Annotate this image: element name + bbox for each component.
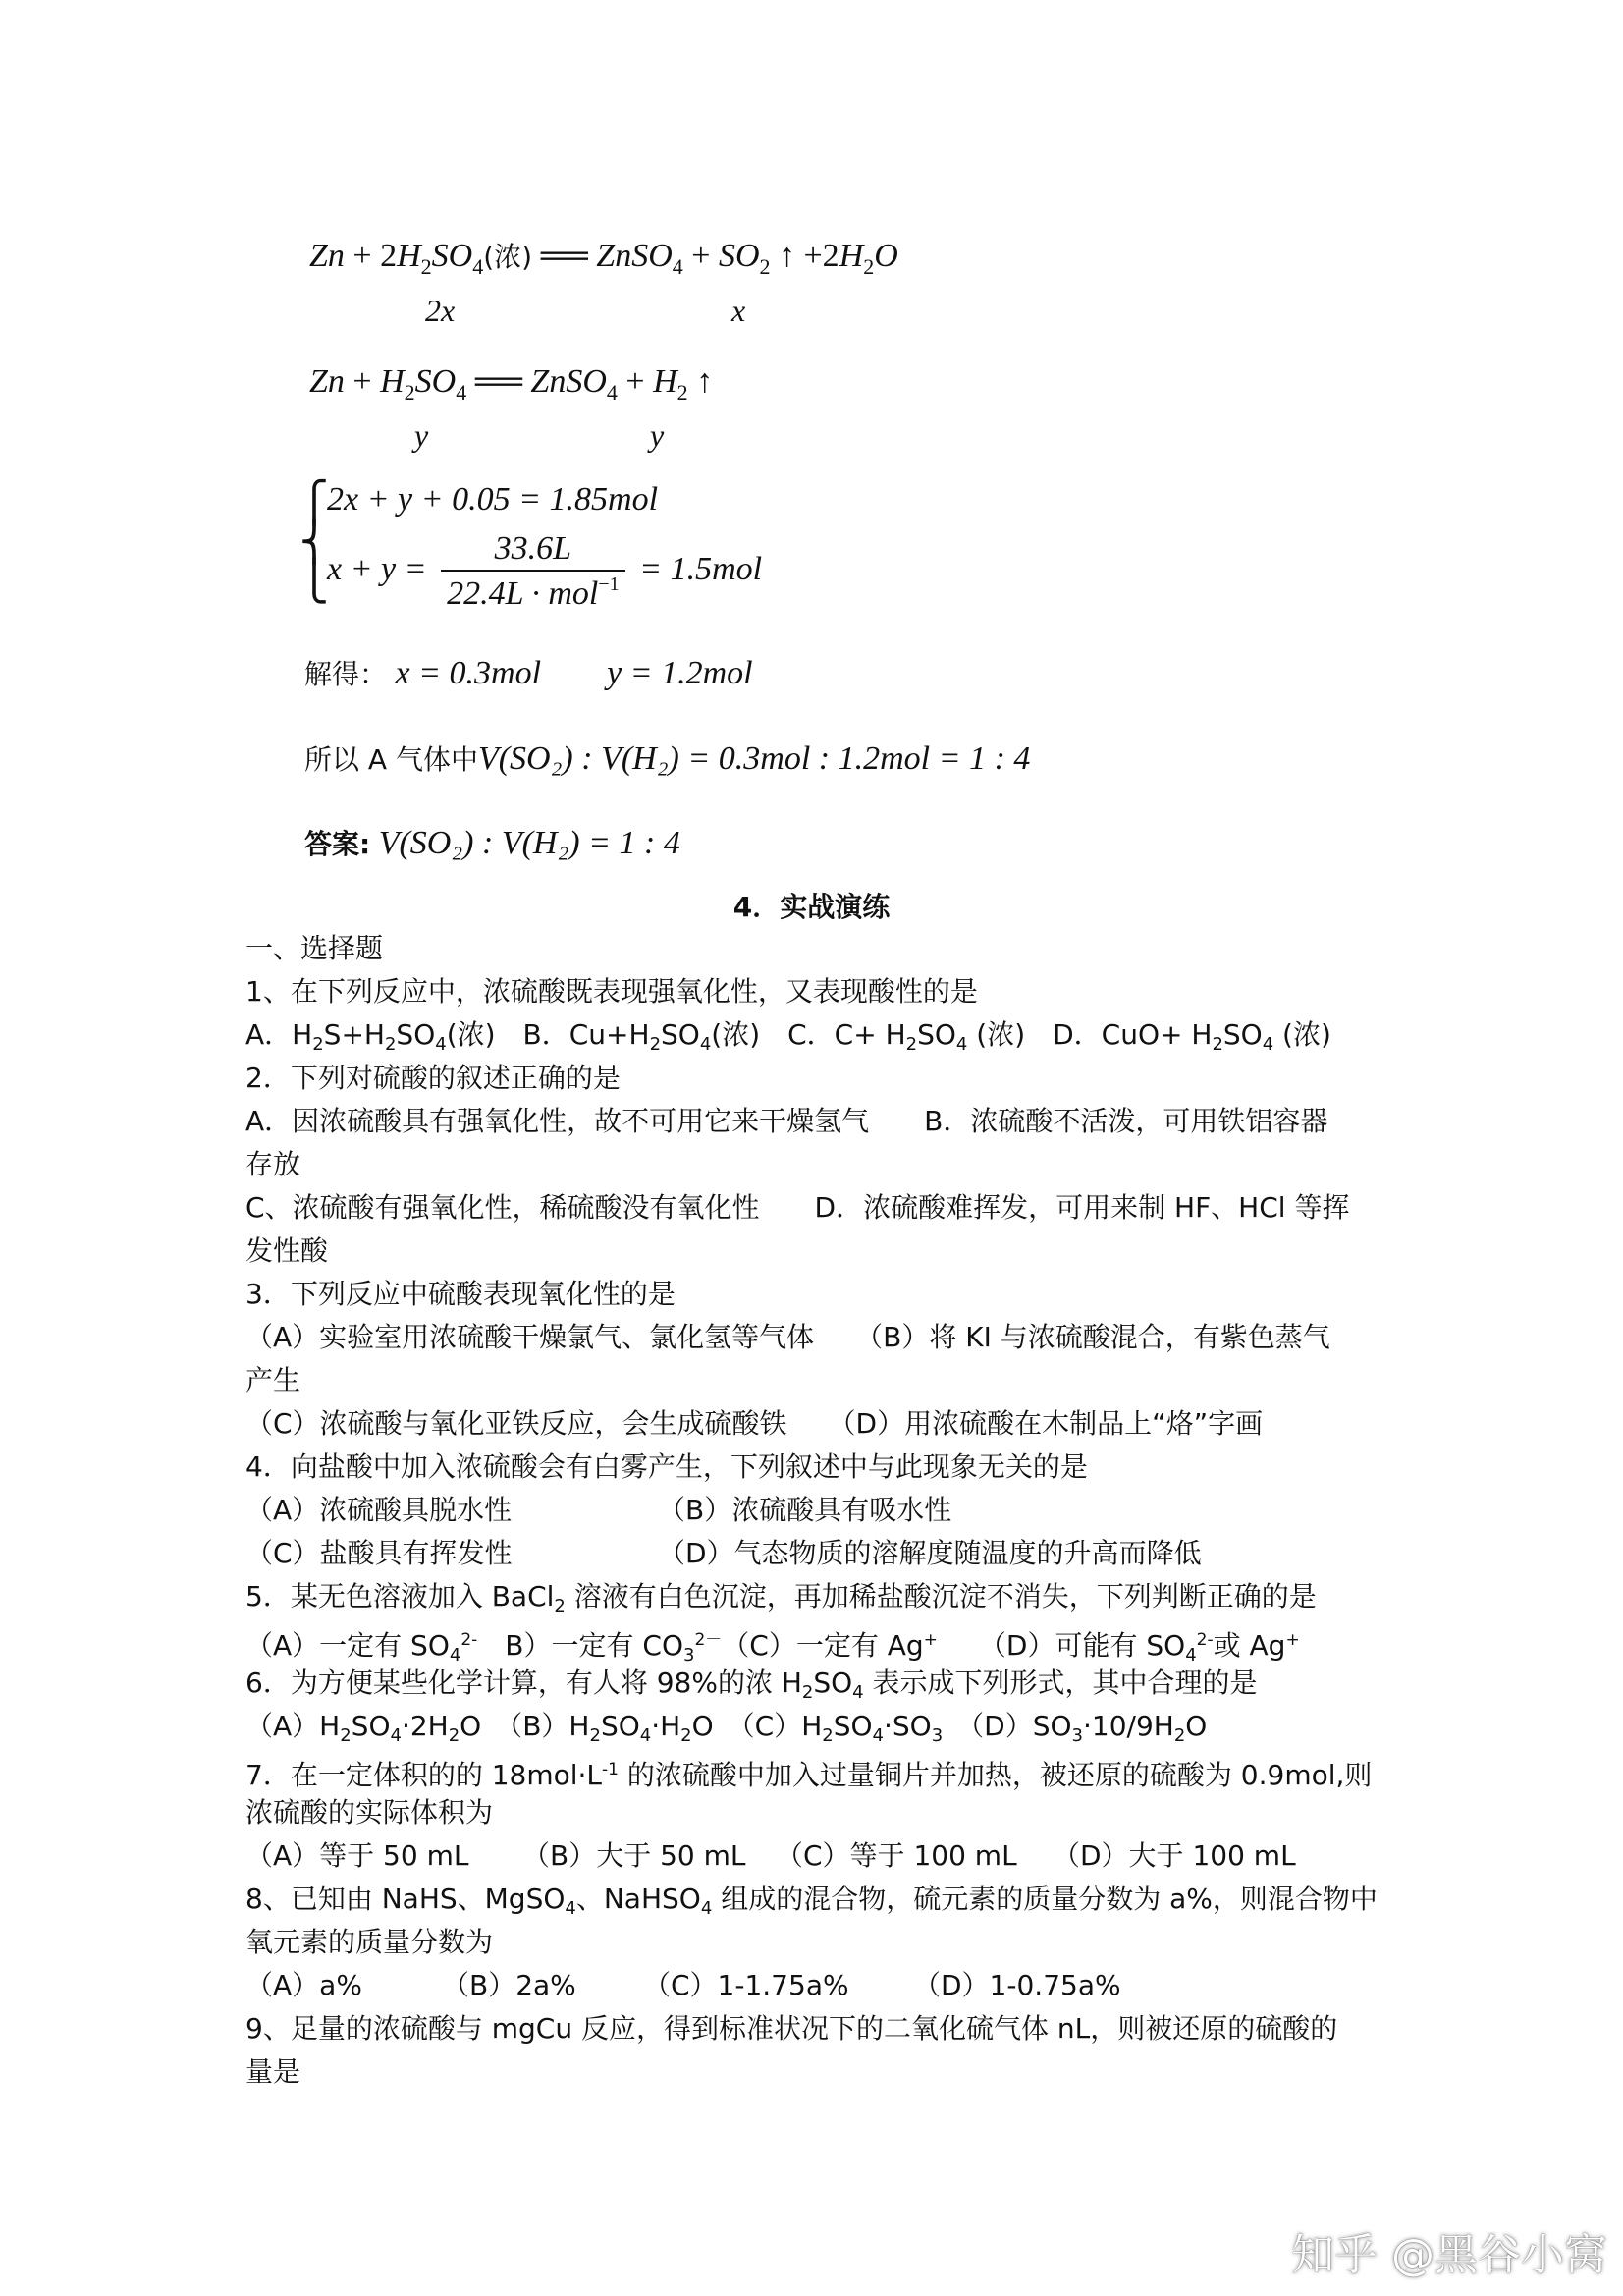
- equation-zn-dilute: $Zn + H_2SO_4$ ══ ZnSO$_4$ + $H_2$ ↑: [309, 363, 714, 405]
- q1-stem: 1、在下列反应中，浓硫酸既表现强氧化性，又表现酸性的是: [245, 975, 978, 1008]
- q7-options: [245, 1834, 1394, 1878]
- q8-options: [245, 1964, 1394, 2007]
- q3-option-ab: （A）实验室用浓硫酸干燥氯气、氯化氢等气体 （B）将 KI 与浓硫酸混合，有紫色蒸气: [245, 1321, 1330, 1353]
- equation-zn-concentrated: $Zn + 2H_2SO_4$(浓) ══ ZnSO$_4$ + $SO_2$ ↑ $+2H_2O$: [309, 238, 898, 279]
- q4-option-b: （B）浓硫酸具有吸水性: [658, 1494, 952, 1526]
- section-title: 4．实战演练: [732, 891, 891, 923]
- fraction: $\frac{33.6L}{22.4L \cdot mol^{-1}}$: [441, 530, 625, 613]
- q4-options-1: [245, 1489, 1394, 1532]
- q2-option-cd: C、浓硫酸有强氧化性，稀硫酸没有氧化性 D．浓硫酸难挥发，可用来制 HF、HCl 等挥: [245, 1191, 1350, 1224]
- watermark: 知乎 @黑谷小窝: [1291, 2230, 1607, 2280]
- q7-option-d: （D）大于 100 mL: [1053, 1839, 1296, 1872]
- ratio-line: 所以 A 气体中V(SO₂) : V(H₂) = 0.3mol : 1.2mol = 1 : 4: [304, 740, 1031, 777]
- q8-option-b: （B）2a%: [442, 1969, 576, 2001]
- coefficient-x: x: [731, 293, 746, 328]
- coefficient-y-right: y: [650, 417, 665, 453]
- q8-option-a: （A）a%: [245, 1969, 362, 2001]
- q4-options-2: [245, 1532, 1394, 1575]
- q5-options: （A）一定有 $SO_4^{2-}$ B）一定有 $CO_3^{2-}(C)$一定有 Ag+ （D）可能有 $SO_4^{2-}$或 Ag+: [245, 1629, 1300, 1666]
- coefficient-2x: 2x: [425, 293, 456, 328]
- q3-option-ab-cont: 产生: [245, 1364, 301, 1396]
- q4-option-d: （D）气态物质的溶解度随温度的升高而降低: [658, 1537, 1202, 1569]
- q6-stem: 6．为方便某些化学计算，有人将 98%的浓 $H_2SO_4$ 表示成下列形式，其中合理的是: [245, 1667, 1258, 1703]
- q6-options: $(A)H_2SO_4\cdot 2H_2O$ $(B)H_2SO_4\cdot H_2O$ $(C)H_2SO_4\cdot SO_3$ $(D)SO_3\cdot 10/9H_2O$: [245, 1710, 1208, 1746]
- system-equation-1: 2x + y + 0.05 = 1.85mol: [327, 481, 659, 518]
- q9-stem-cont: 量是: [245, 2055, 301, 2088]
- q7-option-a: （A）等于 50 mL: [245, 1839, 469, 1872]
- q7-stem-cont: 浓硫酸的实际体积为: [245, 1796, 494, 1829]
- q2-option-ab: A．因浓硫酸具有强氧化性，故不可用它来干燥氢气 B．浓硫酸不活泼，可用铁铝容器: [245, 1105, 1328, 1137]
- part-heading: 一、选择题: [245, 932, 384, 964]
- answer-line: 答案: V(SO₂) : V(H₂) = 1 : 4: [304, 825, 680, 861]
- q3-option-cd: （C）浓硫酸与氧化亚铁反应，会生成硫酸铁 （D）用浓硫酸在木制品上“烙”字画: [245, 1407, 1264, 1440]
- q8-stem-cont: 氧元素的质量分数为: [245, 1926, 494, 1958]
- q9-stem: 9、足量的浓硫酸与 mgCu 反应，得到标准状况下的二氧化硫气体 nL，则被还原的硫酸的: [245, 2012, 1338, 2045]
- q2-option-ab-cont: 存放: [245, 1148, 301, 1180]
- system-brace: ⎧ ⎨ ⎩: [299, 480, 329, 603]
- q7-stem: 7．在一定体积的的 $18mol\cdot L^{-1}$ 的浓硫酸中加入过量铜片并加热，被还原的硫酸为 0.9mol,则: [245, 1759, 1373, 1791]
- q7-option-b: （B）大于 50 mL: [522, 1839, 746, 1872]
- system-equation-2: x + y = $\frac{33.6L}{22.4L \cdot mol^{-1}}$ = 1.5mol: [327, 530, 763, 612]
- q4-option-c: （C）盐酸具有挥发性: [245, 1537, 513, 1569]
- q8-option-c: （C）1-1.75a%: [643, 1969, 849, 2001]
- coefficient-y-left: y: [414, 417, 429, 453]
- q2-stem: 2．下列对硫酸的叙述正确的是: [245, 1062, 621, 1094]
- q5-stem: 5．某无色溶液加入 BaCl$_2$ 溶液有白色沉淀，再加稀盐酸沉淀不消失，下列判断正确的是: [245, 1580, 1317, 1616]
- q3-stem: 3．下列反应中硫酸表现氧化性的是: [245, 1278, 676, 1310]
- q4-stem: 4．向盐酸中加入浓硫酸会有白雾产生，下列叙述中与此现象无关的是: [245, 1450, 1088, 1483]
- q8-stem: 8、已知由 NaHS、MgSO$_4$、NaHSO$_4$ 组成的混合物，硫元素的质量分数为 a%，则混合物中: [245, 1883, 1378, 1919]
- q1-options: A．$H_2S+H_2SO_4$(浓) B．$Cu+H_2SO_4$(浓) C．$C+ H_2SO_4$ (浓) D．$CuO+ H_2SO_4$ (浓): [245, 1018, 1331, 1055]
- q2-option-cd-cont: 发性酸: [245, 1234, 329, 1267]
- q7-option-c: （C）等于 100 mL: [776, 1839, 1017, 1872]
- solve-line: 解得： x = 0.3mol y = 1.2mol: [304, 655, 753, 691]
- q4-option-a: （A）浓硫酸具脱水性: [245, 1494, 513, 1526]
- q8-option-d: （D）1-0.75a%: [913, 1969, 1121, 2001]
